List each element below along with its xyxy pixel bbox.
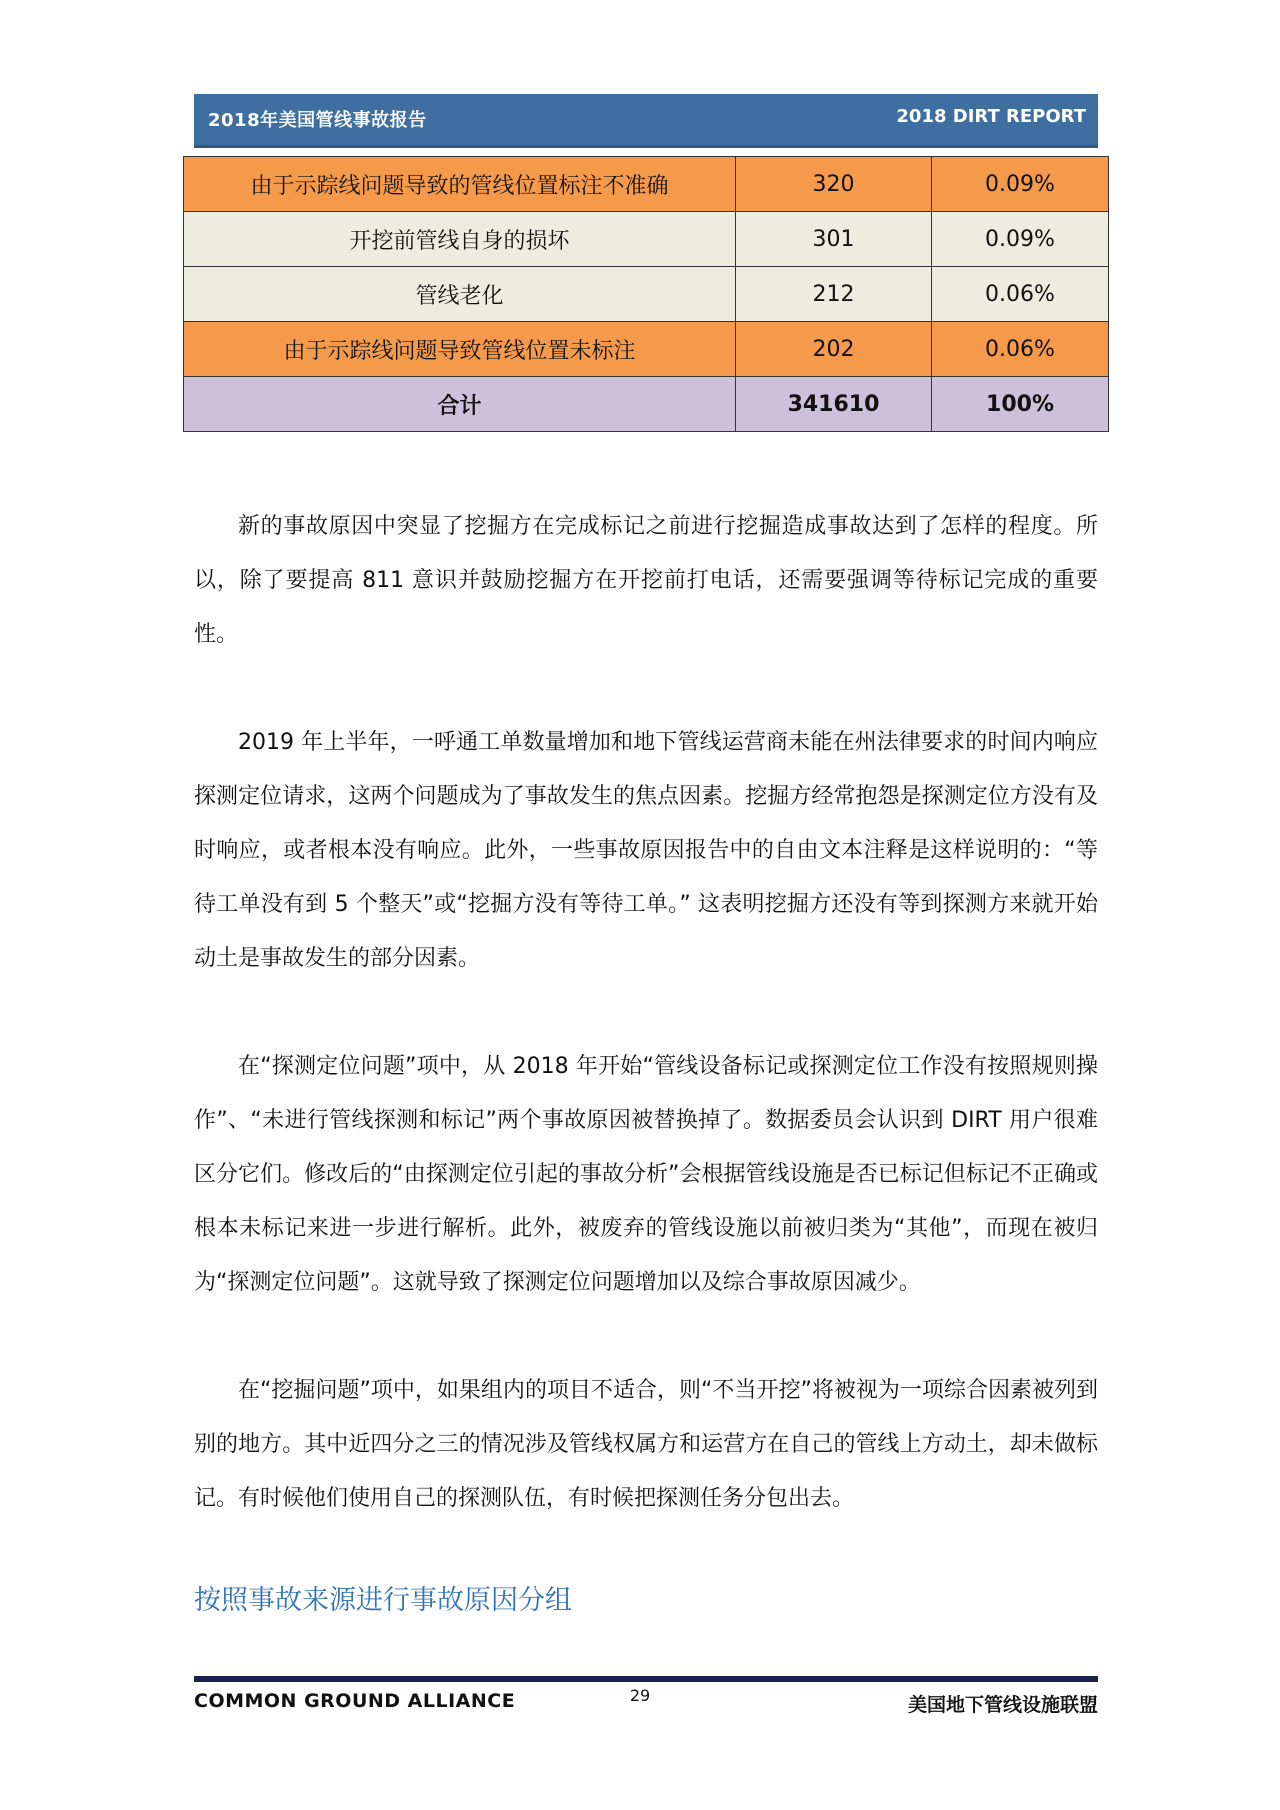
count-cell: 320 (736, 157, 932, 212)
cause-cell: 管线老化 (184, 267, 736, 322)
table-row (184, 267, 1109, 322)
percent-cell: 0.06% (932, 322, 1109, 377)
table-row (184, 157, 1109, 212)
percent-cell: 0.09% (932, 212, 1109, 267)
cause-table (183, 156, 1109, 432)
paragraph-3: 在“探测定位问题”项中，从 2018 年开始“管线设备标记或探测定位工作没有按照规则操作”、“未进行管线探测和标记”两个事故原因被替换掉了。数据委员会认识到 DIRT 用户很难区分它们。修改后的“由探测定位引起的事故分析”会根据管线设施是否已标记但标记不正确或根本未标记来进一步进行解析。此外，被废弃的管线设施以前被归类为“其他”，而现在被归为“探测定位问题”。这就导致了探测定位问题增加以及综合事故原因减少。 (194, 1054, 1098, 1295)
percent-cell: 0.06% (932, 267, 1109, 322)
cause-cell: 由于示踪线问题导致管线位置未标注 (184, 322, 736, 377)
paragraph-4: 在“挖掘问题”项中，如果组内的项目不适合，则“不当开挖”将被视为一项综合因素被列到别的地方。其中近四分之三的情况涉及管线权属方和运营方在自己的管线上方动土，却未做标记。有时候他们使用自己的探测队伍，有时候把探测任务分包出去。 (194, 1378, 1098, 1511)
count-cell: 301 (736, 212, 932, 267)
cause-cell: 开挖前管线自身的损坏 (184, 212, 736, 267)
section-heading: 按照事故来源进行事故原因分组 (194, 1585, 572, 1616)
table-row (184, 212, 1109, 267)
report-title-en: 2018 DIRT REPORT (896, 106, 1086, 127)
footer-org-en: COMMON GROUND ALLIANCE (194, 1690, 516, 1712)
page-number: 29 (629, 1686, 651, 1705)
report-header-bar (194, 94, 1098, 148)
total-count-cell: 341610 (736, 377, 932, 432)
paragraph-1: 新的事故原因中突显了挖掘方在完成标记之前进行挖掘造成事故达到了怎样的程度。所以，除了要提高 811 意识并鼓励挖掘方在开挖前打电话，还需要强调等待标记完成的重要性。 (194, 514, 1098, 647)
table-row (184, 322, 1109, 377)
total-percent-cell: 100% (932, 377, 1109, 432)
count-cell: 212 (736, 267, 932, 322)
table-total-row (184, 377, 1109, 432)
percent-cell: 0.09% (932, 157, 1109, 212)
footer-org-cn: 美国地下管线设施联盟 (907, 1694, 1098, 1716)
footer-divider (194, 1676, 1098, 1682)
total-label-cell: 合计 (184, 377, 736, 432)
cause-cell: 由于示踪线问题导致的管线位置标注不准确 (184, 157, 736, 212)
count-cell: 202 (736, 322, 932, 377)
paragraph-2: 2019 年上半年，一呼通工单数量增加和地下管线运营商未能在州法律要求的时间内响应探测定位请求，这两个问题成为了事故发生的焦点因素。挖掘方经常抱怨是探测定位方没有及时响应，或者根本没有响应。此外，一些事故原因报告中的自由文本注释是这样说明的：“等待工单没有到 5 个整天”或“挖掘方没有等待工单。” 这表明挖掘方还没有等到探测方来就开始动土是事故发生的部分因素。 (194, 730, 1098, 971)
report-title-cn: 2018年美国管线事故报告 (208, 110, 427, 131)
